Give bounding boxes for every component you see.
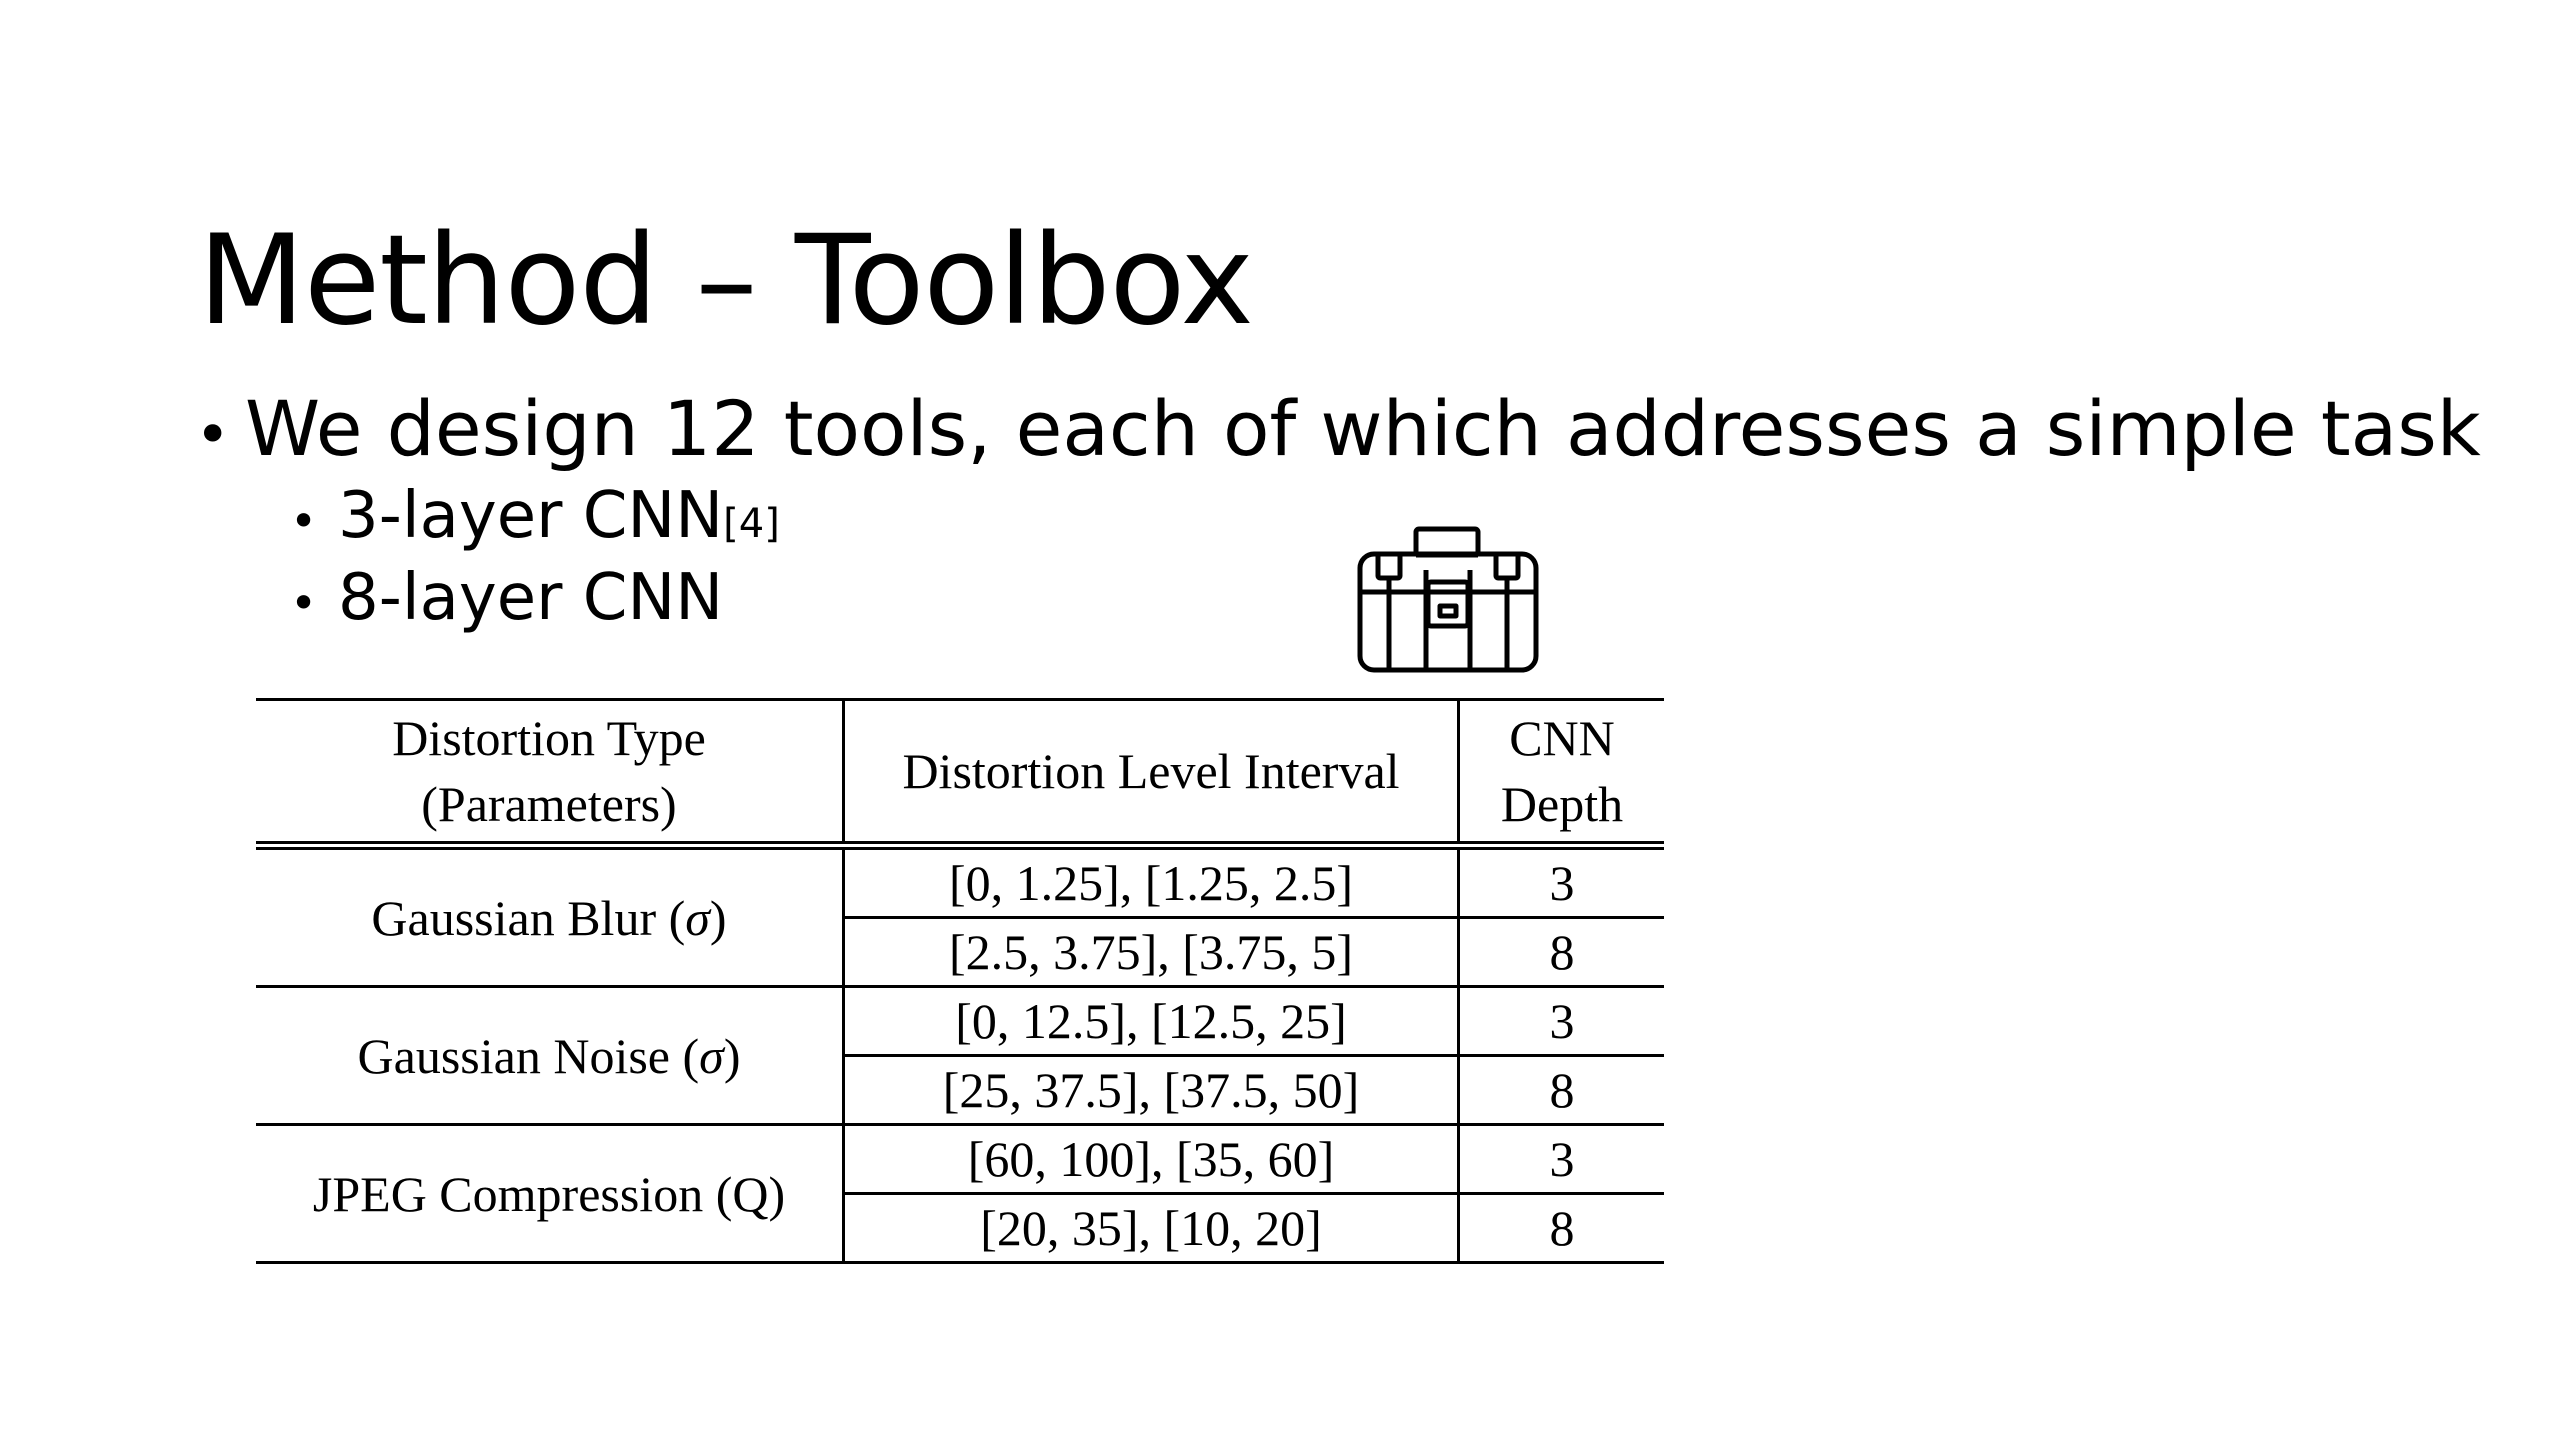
cell-level-interval: [0, 1.25], [1.25, 2.5] xyxy=(844,846,1459,918)
cell-cnn-depth: 8 xyxy=(1459,918,1665,987)
type-suffix: ) xyxy=(723,1027,741,1084)
cell-distortion-type xyxy=(256,1125,844,1263)
type-name: JPEG Compression (Q) xyxy=(312,1165,786,1222)
cell-cnn-depth: 3 xyxy=(1459,1125,1665,1194)
header-text: Distortion Type xyxy=(392,710,706,766)
type-name: Gaussian Blur ( xyxy=(371,889,686,946)
sub-bullet-text: 8-layer CNN xyxy=(338,561,724,636)
toolbox-icon xyxy=(1356,526,1540,674)
table-row xyxy=(256,1125,1664,1194)
table-row xyxy=(256,987,1664,1056)
slide-title: Method – Toolbox xyxy=(198,209,1253,354)
cell-cnn-depth: 3 xyxy=(1459,987,1665,1056)
header-text: (Parameters) xyxy=(421,776,677,832)
sub-bullet-container xyxy=(195,476,2481,640)
header-level-interval: Distortion Level Interval xyxy=(844,700,1459,846)
cell-cnn-depth: 3 xyxy=(1459,846,1665,918)
header-text: Depth xyxy=(1500,776,1624,832)
sub-bullet-list xyxy=(195,476,2481,640)
cell-level-interval: [2.5, 3.75], [3.75, 5] xyxy=(844,918,1459,987)
distortion-table xyxy=(256,698,1664,1264)
header-distortion-type xyxy=(256,700,844,846)
header-text: CNN xyxy=(1509,710,1615,766)
sub-bullet-3-layer: • 3-layer CNN [4] xyxy=(290,476,2481,558)
table-header-row xyxy=(256,700,1664,846)
cell-level-interval: [20, 35], [10, 20] xyxy=(844,1194,1459,1263)
sub-bullet-text: 3-layer CNN xyxy=(338,479,724,554)
cell-level-interval: [60, 100], [35, 60] xyxy=(844,1125,1459,1194)
type-param: σ xyxy=(685,889,710,946)
bullet-main xyxy=(195,385,2481,472)
type-suffix: ) xyxy=(709,889,727,946)
cell-distortion-type xyxy=(256,846,844,987)
type-name: Gaussian Noise ( xyxy=(357,1027,700,1084)
bullet-list xyxy=(195,385,2481,640)
header-cnn-depth xyxy=(1459,700,1665,846)
type-param: σ xyxy=(699,1027,724,1084)
bullet-main-text: We design 12 tools, each of which addresses a simple task xyxy=(245,384,2481,473)
bullet-icon: • xyxy=(290,494,318,549)
cell-level-interval: [0, 12.5], [12.5, 25] xyxy=(844,987,1459,1056)
cell-distortion-type xyxy=(256,987,844,1125)
bullet-icon: • xyxy=(290,576,318,631)
bullet-icon: • xyxy=(195,400,231,470)
table-row xyxy=(256,846,1664,918)
cell-cnn-depth: 8 xyxy=(1459,1056,1665,1125)
cell-level-interval: [25, 37.5], [37.5, 50] xyxy=(844,1056,1459,1125)
cell-cnn-depth: 8 xyxy=(1459,1194,1665,1263)
